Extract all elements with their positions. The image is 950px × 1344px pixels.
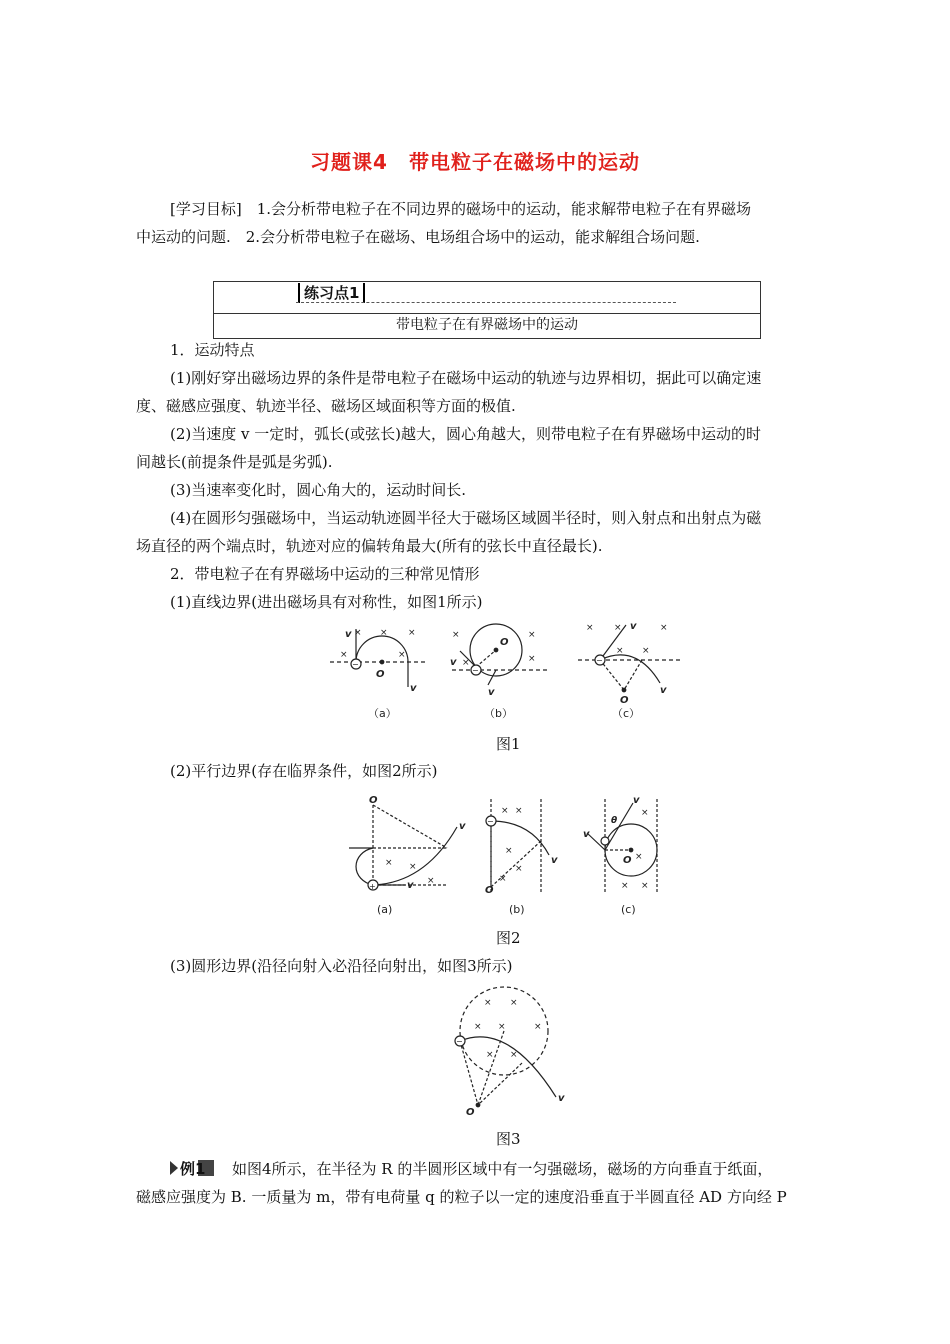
svg-text:×: × [635,852,643,862]
svg-text:−: − [456,1037,463,1046]
section1-p2b: 间越长(前提条件是弧是劣弧). [136,453,333,471]
section1-p4b: 场直径的两个端点时，轨迹对应的偏转角最大(所有的弦长中直径最长). [136,537,603,555]
svg-text:×: × [462,658,470,668]
section1-p1a: (1)刚好穿出磁场边界的条件是带电粒子在磁场中运动的轨迹与边界相切，据此可以确定速 [170,369,762,387]
svg-text:O: O [466,1107,475,1118]
svg-text:×: × [515,806,523,816]
section1-p2a: (2)当速度 v 一定时，弧长(或弦长)越大，圆心角越大，则带电粒子在有界磁场中运动的时 [170,425,761,443]
svg-text:O: O [620,695,629,706]
svg-text:−: − [596,656,603,665]
svg-text:×: × [452,630,460,640]
svg-text:×: × [534,1022,542,1032]
section1-p4a: (4)在圆形匀强磁场中，当运动轨迹圆半径大于磁场区域圆半径时，则入射点和出射点为磁 [170,509,762,527]
section1-p3: (3)当速率变化时，圆心角大的，运动时间长. [170,481,467,499]
page-title: 习题课4 带电粒子在磁场中的运动 [310,150,640,174]
svg-text:v: v [551,855,558,866]
svg-text:×: × [510,1050,518,1060]
case3-text: (3)圆形边界(沿径向射入必沿径向射出，如图3所示) [170,957,513,975]
svg-text:−: − [487,817,494,826]
svg-text:×: × [510,998,518,1008]
figure1-caption: 图1 [496,735,521,753]
svg-text:×: × [484,998,492,1008]
svg-text:（b）: （b） [484,707,513,720]
svg-text:v: v [583,829,590,840]
figure1b [450,624,548,720]
svg-text:O: O [623,855,632,866]
case2-text: (2)平行边界(存在临界条件，如图2所示) [170,762,438,780]
svg-text:×: × [408,628,416,638]
svg-text:×: × [501,806,509,816]
svg-text:×: × [486,1050,494,1060]
svg-text:+: + [369,882,376,891]
svg-text:v: v [558,1093,565,1104]
svg-text:×: × [641,808,649,818]
section2-heading: 2．带电粒子在有界磁场中运动的三种常见情形 [170,565,480,583]
svg-text:×: × [427,876,435,886]
svg-text:×: × [498,1022,506,1032]
svg-text:（c）: （c） [612,707,641,720]
svg-text:v: v [633,795,640,806]
svg-text:×: × [642,646,650,656]
svg-text:−: − [472,666,479,675]
example-line1: 如图4所示，在半径为 R 的半圆形区域中有一匀强磁场，磁场的方向垂直于纸面， [232,1160,773,1178]
svg-text:×: × [505,846,513,856]
svg-text:例1: 例1 [180,1160,206,1177]
figure1c [578,621,680,720]
svg-text:v: v [630,621,637,632]
svg-text:(c): (c) [621,903,636,916]
svg-text:×: × [641,881,649,891]
figure2b [485,799,558,916]
svg-text:×: × [474,1022,482,1032]
svg-text:v: v [450,657,457,668]
section1-p1b: 度、磁感应强度、轨迹半径、磁场区域面积等方面的极值. [136,397,516,415]
svg-text:×: × [409,862,417,872]
practice-box [213,281,761,339]
svg-text:O: O [376,669,385,680]
svg-text:×: × [621,881,629,891]
svg-text:×: × [515,864,523,874]
practice-box-divider [296,302,676,303]
svg-text:×: × [528,630,536,640]
example-badge-shape [170,1159,216,1177]
example-line2: 磁感应强度为 B. 一质量为 m，带有电荷量 q 的粒子以一定的速度沿垂直于半圆直径 AD 方向经 P [136,1188,787,1206]
example-badge [170,1159,212,1177]
svg-text:×: × [528,654,536,664]
svg-text:×: × [499,874,507,884]
svg-text:O: O [500,637,509,648]
svg-text:×: × [354,628,362,638]
svg-text:v: v [660,685,667,696]
practice-box-subtitle: 带电粒子在有界磁场中的运动 [396,317,578,333]
figure2c [583,795,657,916]
svg-text:×: × [380,628,388,638]
case1-text: (1)直线边界(进出磁场具有对称性，如图1所示) [170,593,483,611]
practice-box-header: 练习点1 [298,283,365,303]
figure2-caption: 图2 [496,929,521,947]
svg-text:v: v [407,880,414,891]
svg-text:v: v [345,629,352,640]
svg-text:×: × [660,623,668,633]
learning-goals-line2: 中运动的问题. 2.会分析带电粒子在磁场、电场组合场中的运动，能求解组合场问题. [136,228,700,246]
svg-text:θ: θ [611,816,618,826]
figure3 [448,985,578,1120]
svg-text:v: v [488,687,495,698]
svg-text:×: × [398,650,406,660]
svg-text:×: × [586,623,594,633]
svg-text:O: O [485,885,494,896]
svg-text:（a）: （a） [368,707,397,720]
figure3-caption: 图3 [496,1130,521,1148]
svg-text:−: − [352,660,359,669]
figure2 [345,793,665,918]
svg-text:(b): (b) [509,903,525,916]
svg-text:×: × [616,646,624,656]
figure1a [330,628,428,720]
svg-text:×: × [385,858,393,868]
svg-text:×: × [614,623,622,633]
svg-text:v: v [459,821,466,832]
svg-text:(a): (a) [377,903,393,916]
figure2a [349,795,466,916]
learning-goals-line1: [学习目标] 1.会分析带电粒子在不同边界的磁场中的运动，能求解带电粒子在有界磁场 [170,200,752,218]
svg-text:O: O [369,795,378,806]
svg-text:v: v [410,683,417,694]
svg-text:×: × [340,650,348,660]
section1-heading: 1．运动特点 [170,341,255,359]
figure1 [320,615,690,725]
